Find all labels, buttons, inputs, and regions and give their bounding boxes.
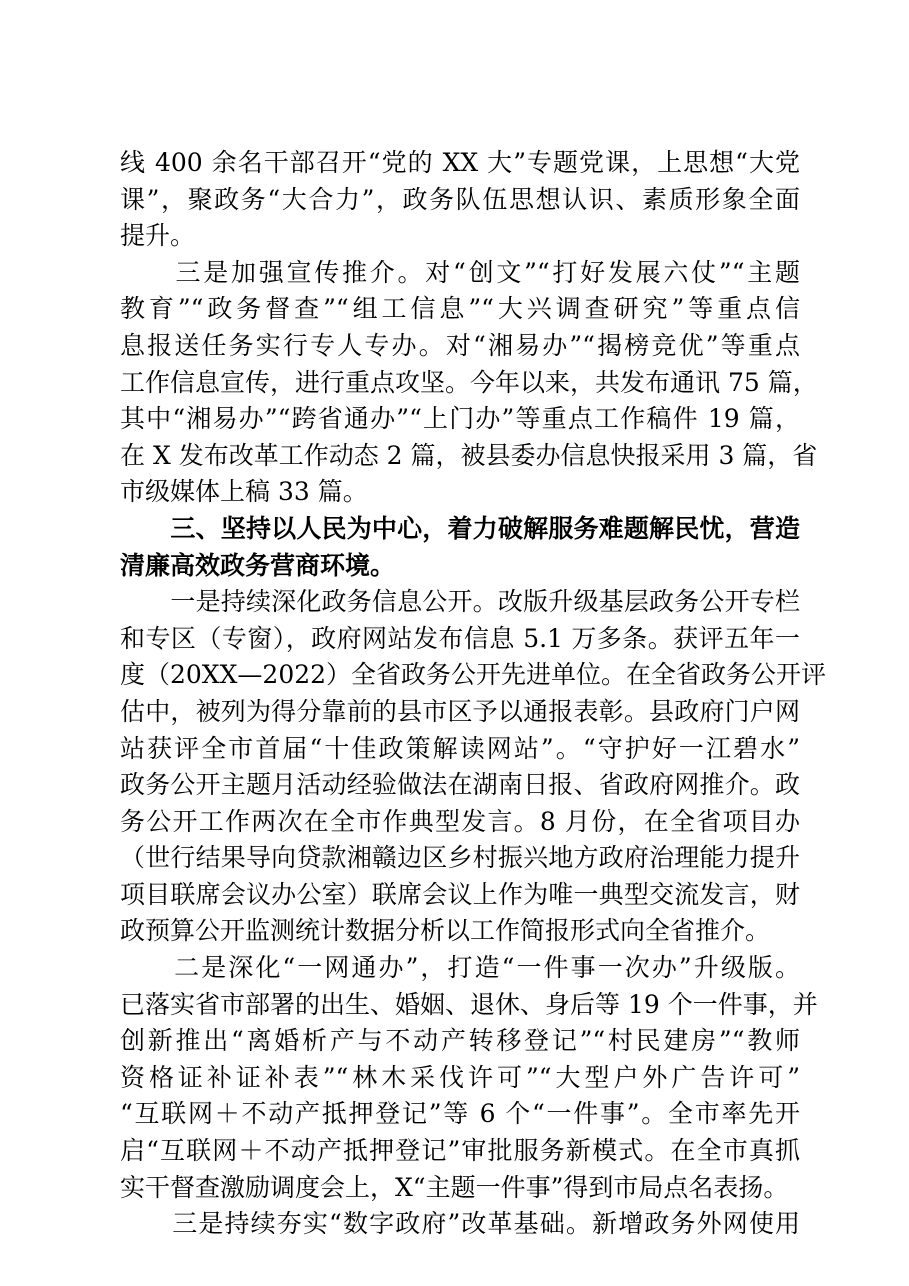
paragraph-line: 三是持续夯实“数字政府”改革基础。新增政务外网使用 bbox=[120, 1209, 800, 1239]
paragraph-line: 政务公开主题月活动经验做法在湖南日报、省政府网推介。政 bbox=[120, 770, 800, 800]
paragraph-line: 和专区（专窗），政府网站发布信息 5.1 万多条。获评五年一 bbox=[120, 623, 800, 653]
paragraph-line: 度（20XX—2022）全省政务公开先进单位。在全省政务公开评 bbox=[120, 660, 827, 690]
paragraph-line: 创新推出“离婚析产与不动产转移登记”“村民建房”“教师 bbox=[120, 1026, 800, 1056]
paragraph-line: 估中，被列为得分靠前的县市区予以通报表彰。县政府门户网 bbox=[120, 696, 800, 726]
paragraph-line: 提升。 bbox=[120, 221, 196, 251]
paragraph-line: 一是持续深化政务信息公开。改版升级基层政务公开专栏 bbox=[120, 587, 800, 617]
paragraph-line: 站获评全市首届“十佳政策解读网站”。“守护好一江碧水” bbox=[120, 733, 800, 763]
paragraph-line: 三是加强宣传推介。对“创文”“打好发展六仗”“主题 bbox=[120, 257, 800, 287]
section-heading-line: 三、坚持以人民为中心，着力破解服务难题解民忧，营造 bbox=[120, 513, 800, 543]
paragraph-line: “互联网＋不动产抵押登记”等 6 个“一件事”。全市率先开 bbox=[120, 1099, 800, 1129]
paragraph-line: 已落实省市部署的出生、婚姻、退休、身后等 19 个一件事，并 bbox=[120, 989, 818, 1019]
paragraph-line: 息报送任务实行专人专办。对“湘易办”“揭榜竞优”等重点 bbox=[120, 330, 800, 360]
paragraph-line: 线 400 余名干部召开“党的 XX 大”专题党课，上思想“大党 bbox=[120, 148, 800, 177]
paragraph-line: （世行结果导向贷款湘赣边区乡村振兴地方政府治理能力提升 bbox=[120, 843, 800, 873]
paragraph-line: 教育”“政务督查”“组工信息”“大兴调查研究”等重点信 bbox=[120, 294, 800, 324]
paragraph-line: 项目联席会议办公室）联席会议上作为唯一典型交流发言，财 bbox=[120, 879, 800, 909]
paragraph-line: 市级媒体上稿 33 篇。 bbox=[120, 477, 368, 507]
paragraph-line: 在 X 发布改革工作动态 2 篇，被县委办信息快报采用 3 篇，省 bbox=[120, 440, 818, 470]
paragraph-line: 启“互联网＋不动产抵押登记”审批服务新模式。在全市真抓 bbox=[120, 1136, 800, 1166]
paragraph-line: 务公开工作两次在全市作典型发言。8 月份，在全省项目办 bbox=[120, 806, 800, 836]
paragraph-line: 实干督查激励调度会上，X“主题一件事”得到市局点名表扬。 bbox=[120, 1172, 789, 1202]
document-page bbox=[120, 145, 827, 1243]
section-heading-line: 清廉高效政务营商环境。 bbox=[120, 550, 396, 580]
paragraph-line: 工作信息宣传，进行重点攻坚。今年以来，共发布通讯 75 篇， bbox=[120, 367, 818, 397]
paragraph-line: 二是深化“一网通办”，打造“一件事一次办”升级版。 bbox=[120, 953, 800, 983]
paragraph-line: 政预算公开监测统计数据分析以工作简报形式向全省推介。 bbox=[120, 916, 771, 946]
paragraph-line: 课”，聚政务“大合力”，政务队伍思想认识、素质形象全面 bbox=[120, 184, 800, 214]
paragraph-line: 资格证补证补表”“林木采伐许可”“大型户外广告许可” bbox=[120, 1062, 800, 1092]
paragraph-line: 其中“湘易办”“跨省通办”“上门办”等重点工作稿件 19 篇， bbox=[120, 404, 800, 434]
